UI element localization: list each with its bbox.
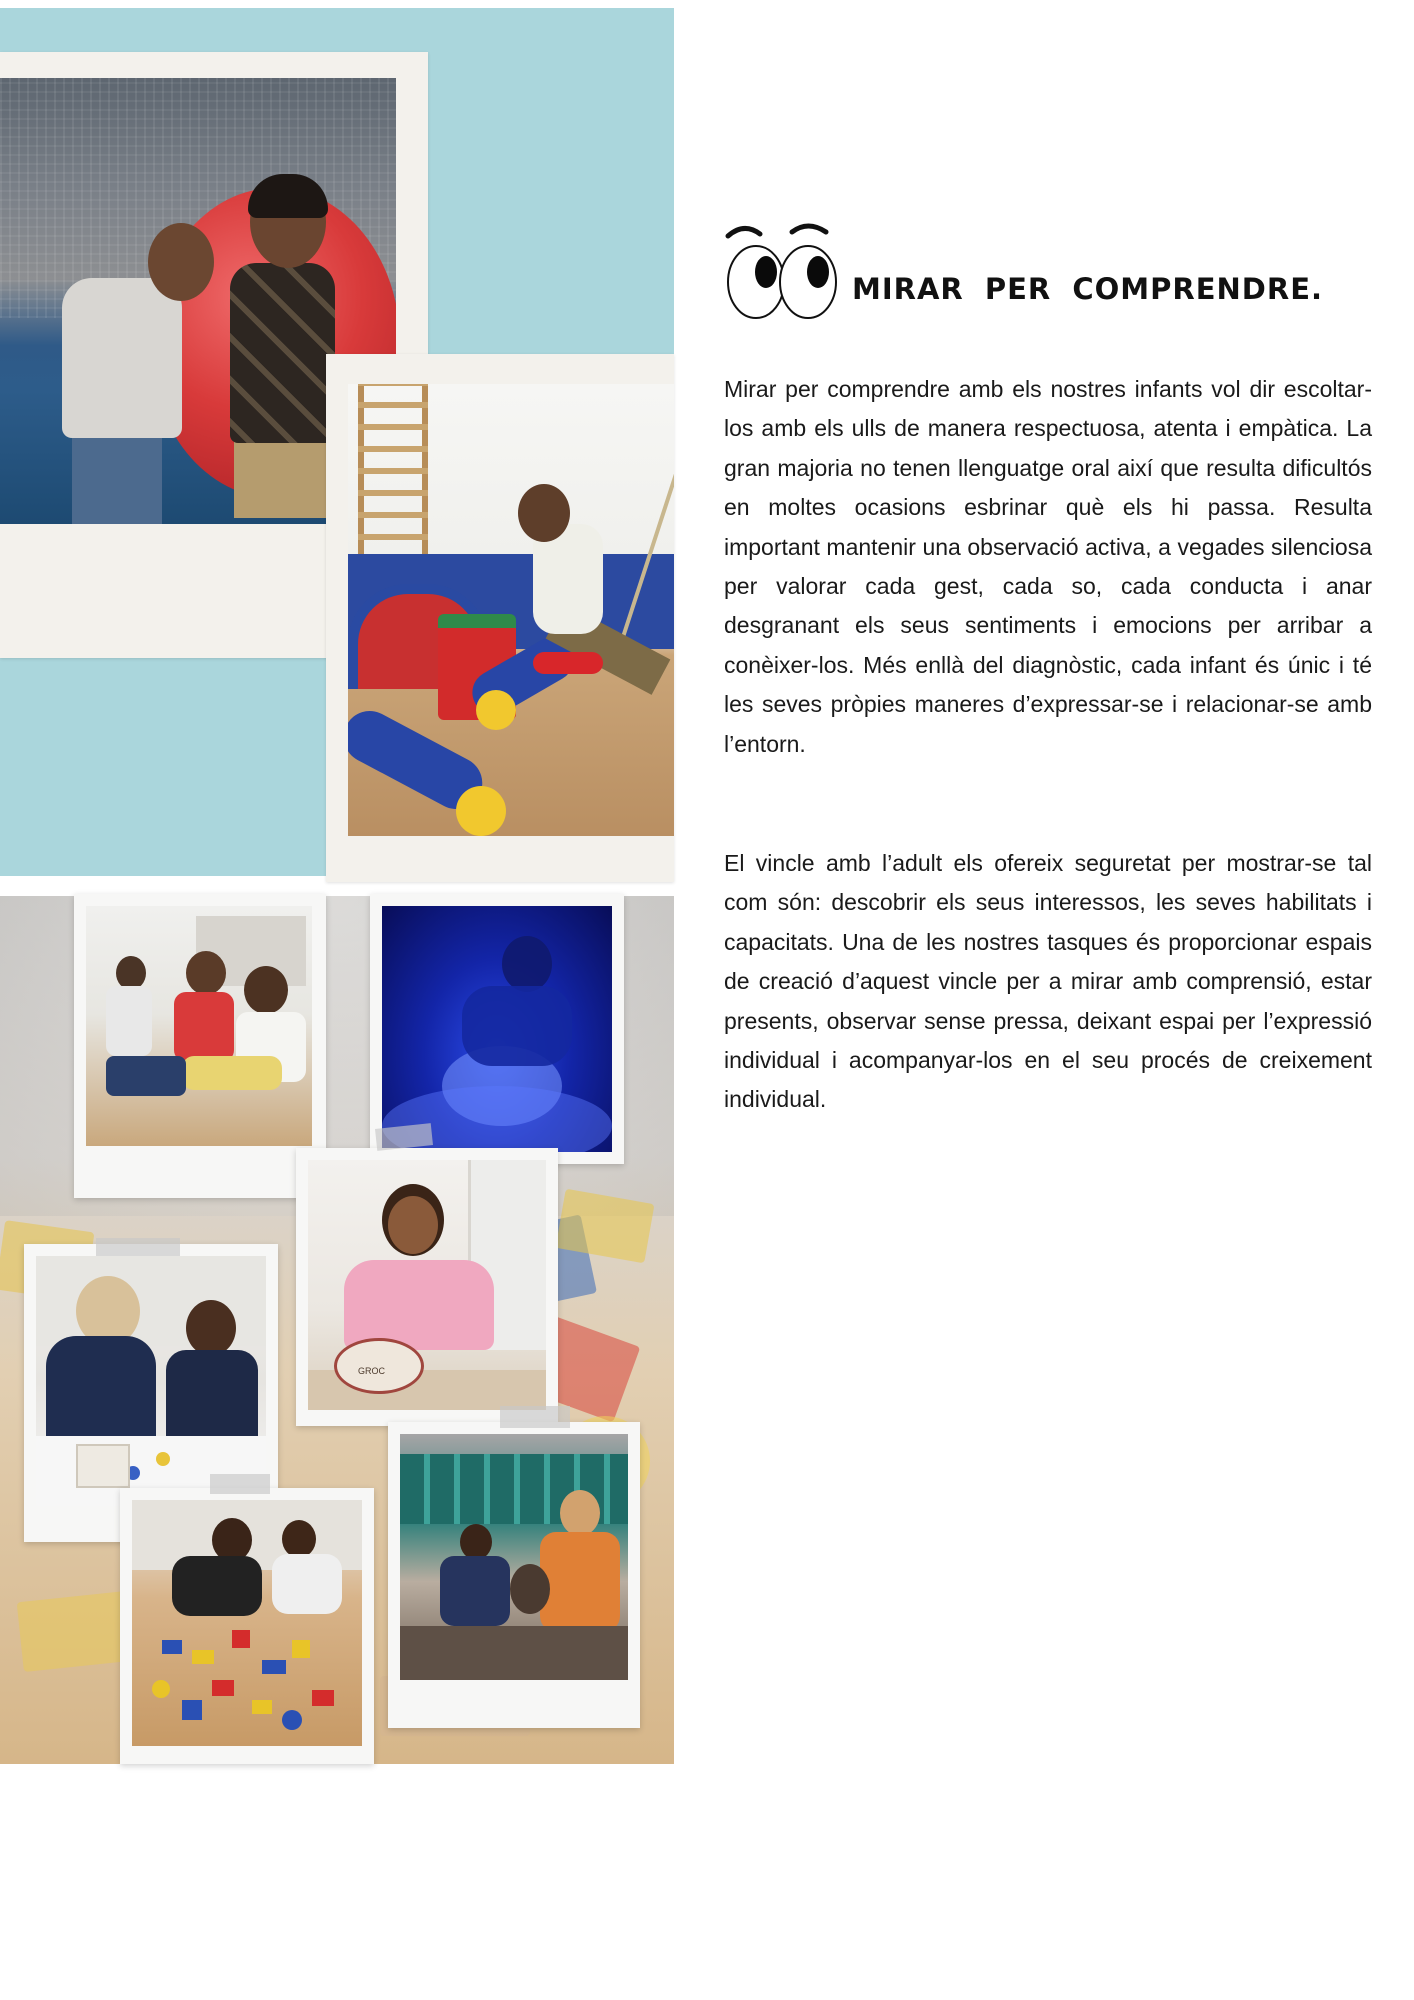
page-title: MIRAR PER COMPRENDRE.: [852, 272, 1324, 306]
tape-strip: [500, 1406, 570, 1428]
eyes-icon: [722, 220, 842, 320]
photo-frame-kids-bench: [74, 894, 326, 1198]
body-paragraph-2: El vincle amb l’adult els ofereix seguretat per mostrar-se tal com són: descobrir els seus interessos, les seves habilitats i capacitats. Una de les nostres tasques és proporcionar espais de creació d’aquest vincle per a mirar amb comprensió, estar presents, observar sense pressa, deixant espai per l’expressió individual i acompanyar-los en el seu procés de creixement individual.: [724, 850, 1372, 1113]
photo-boy-on-swing: [348, 384, 674, 836]
body-paragraph-1: Mirar per comprendre amb els nostres infants vol dir escoltar-los amb els ulls de manera respectuosa, atenta i empàtica. La gran majoria no tenen llenguatge oral així que resulta dificultós en moltes ocasions esbrinar què els hi passa. Resulta important mantenir una observació activa, a vegades silenciosa per valorar cada gest, cada so, cada conducta i anar desgranant els seus sentiments i emocions per arribar a conèixer-los. Més enllà del diagnòstic, cada infant és únic i té les seves pròpies maneres d’expressar-se i relacionar-se amb l’entorn.: [724, 376, 1372, 757]
photo-frame-blocks-floor: [120, 1488, 374, 1764]
tape-strip: [210, 1474, 270, 1494]
photo-frame-craft-activity: [388, 1422, 640, 1728]
plate-label: GROC: [358, 1366, 385, 1376]
photo-frame-blue-room: [370, 894, 624, 1164]
photo-frame-smiling-girl: [296, 1148, 558, 1426]
tape-strip: [96, 1238, 180, 1256]
